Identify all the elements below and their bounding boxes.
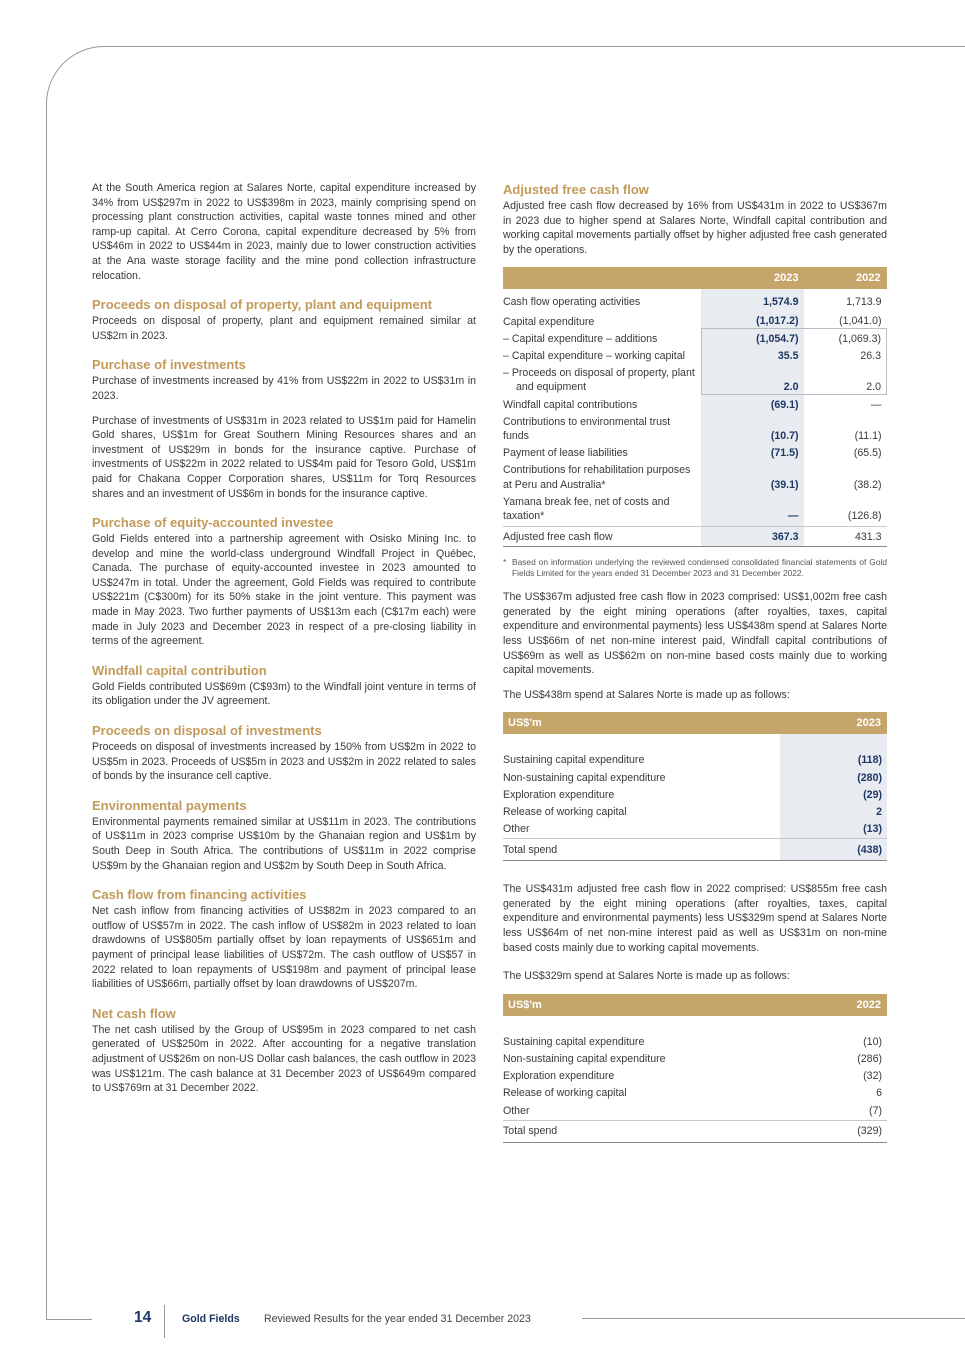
table-row: Exploration expenditure (32) [503,1070,882,1083]
section-paragraph: The US$438m spend at Salares Norte is made up as follows: [503,688,790,701]
page-number: 14 [134,1309,152,1326]
salares-norte-spend-2023-table [503,712,887,861]
page-footer [0,1304,965,1334]
footer-divider [164,1305,165,1338]
section-heading: Purchase of equity-accounted investee [92,515,334,531]
table-header-row [503,267,887,289]
table-row: – Proceeds on disposal of property, plant and equipment 2.0 2.0 [503,363,887,394]
table-header-row [503,994,887,1016]
table-row: Sustaining capital expenditure (118) [503,752,887,769]
table-row: Payment of lease liabilities (71.5) (65.5) [503,443,887,460]
section-paragraph: Adjusted free cash flow decreased by 16% from US$431m in 2022 to US$367m in 2023 due to higher spend at Salares Norte, Windfall capital contribution and working capital movements partially offset by higher adjusted free cash generated by the operations. [503,200,887,256]
column-header: 2022 [804,267,887,289]
section-paragraph: Net cash inflow from financing activities of US$82m in 2023 compared to an outflow of US$57m in 2022. The cash inflow of US$82m in 2023 related to loan drawdowns of US$805m partially offset by loan repayments of US$651m and payment of principal lease liabilities of US$72m. The cash outflow of US$57 in 2022 related to loan repayments of US$198m and payment of principal lease liabilities of US$66m, partially offset by loan drawdowns of US$207m. [92,905,476,991]
table-row: Contributions for rehabilitation purposes at Peru and Australia* (39.1) (38.2) [503,460,887,491]
section-paragraph: The US$367m adjusted free cash flow in 2023 comprised: US$1,002m free cash generated by the eight mining operations (after royalties, taxes, capital expenditure and environmental payments) less US$438m spend at Salares Norte less US$66m of net non-mine interest paid, Windfall capital contributions of US$69m as well as US$62m on non-mine based costs mainly due to working capital movements. [503,591,887,677]
table-row: Release of working capital 2 [503,804,887,821]
section-heading: Adjusted free cash flow [503,182,649,197]
table-row: Windfall capital contributions (69.1) — [503,395,887,412]
section-paragraph: Purchase of investments increased by 41% from US$22m in 2022 to US$31m in 2023. [92,375,476,402]
table-row: Contributions to environmental trust funds (10.7) (11.1) [503,412,887,443]
table-row: Non-sustaining capital expenditure (280) [503,769,887,786]
section-paragraph: Proceeds on disposal of investments increased by 150% from US$2m in 2022 to US$5m in 2023. Proceeds of US$5m in 2023 and US$2m in 2022 related to sales of bonds by the insurance cell captive. [92,741,476,783]
section-heading: Net cash flow [92,1005,176,1021]
table-total-row: Total spend (329) [503,1120,887,1142]
column-header: 2023 [780,712,887,734]
table-row: Release of working capital 6 [503,1087,882,1100]
intro-paragraph: At the South America region at Salares Norte, capital expenditure increased by 34% from US$297m in 2022 to US$398m in 2023, mainly comprising spend on processing plant construction activities, capital waste tonnes mined and other ramp-up capital. At Cerro Corona, capital expenditure decreased by 5% from US$46m in 2022 to US$44m in 2023, mainly due to lower construction activities at the Ana waste storage facility and the mine pond collection infrastructure relocation. [92,182,476,282]
section-heading: Windfall capital contribution [92,662,267,678]
section-paragraph: Gold Fields entered into a partnership agreement with Osisko Mining Inc. to develop and mine the world-class underground Windfall Project in Québec, Canada. The purchase of equity-accounted investee in 2023 amounted to US$247m in total. Under the agreement, Gold Fields was required to contribute US$221m (C$300m) for its 50% stake in the joint venture. This payment was made in May 2023. Two further payments of US$13m each (C$17m each) were made in July 2023 and December 2023 in respect of a pre-closing liability in terms of the agreement. [92,533,476,648]
column-header: US$'m [503,994,780,1016]
column-header: 2022 [780,994,887,1016]
table-row: Sustaining capital expenditure (10) [503,1035,882,1048]
footer-title: Reviewed Results for the year ended 31 December 2023 [264,1313,531,1325]
section-heading: Purchase of investments [92,357,246,373]
column-header: 2023 [701,267,804,289]
table-total-row: Adjusted free cash flow 367.3 431.3 [503,527,887,547]
section-paragraph: Purchase of investments of US$31m in 2023 related to US$1m paid for Hamelin Gold shares, US$1m for Great Southern Mining Resources shares and an investment of US$29m in bonds for the insurance captive. Purchase of investments of US$22m in 2022 related to US$4m paid for Tesoro Gold, US$1m paid for Chakana Copper Corporation shares, US$11m for Torq Resources shares and an investment of US$6m in bonds for the insurance captive. [92,414,476,500]
section-paragraph: The US$431m adjusted free cash flow in 2022 comprised: US$855m free cash generated by the eight mining operations (after royalties, taxes, capital expenditure and environmental payments) less US$329m spend at Salares Norte less US$64m of net non-mine interest paid as well as US$31m on non-mine based costs mainly due to working capital movements. [503,883,887,954]
section-heading: Proceeds on disposal of property, plant and equipment [92,297,432,313]
section-paragraph: The net cash utilised by the Group of US$95m in 2023 compared to net cash generated of US$250m in 2022. After accounting for a negative translation adjustment of US$26m on non-US Dollar cash balances, the cash outflow in 2023 was US$121m. The cash balance at 31 December 2023 of US$649m compared to US$769m at 31 December 2022. [92,1023,476,1095]
section-paragraph: Environmental payments remained similar at US$11m in 2023. The contributions of US$11m in 2023 comprise US$10m by the Ghanaian region and US$1m by South Deep in South Africa. The contributions of US$11m in 2022 comprise US$9m by the Ghanaian region and US$2m by South Deep in South Africa. [92,815,476,872]
table-footnote: * Based on information underlying the reviewed condensed consolidated financial statements of Gold Fields Limited for the years ended 31 December 2023 and 31 December 2022. [503,557,887,579]
section-heading: Proceeds on disposal of investments [92,723,322,739]
table-row: Non-sustaining capital expenditure (286) [503,1052,882,1065]
left-column [92,181,476,1106]
section-paragraph: Proceeds on disposal of property, plant and equipment remained similar at US$2m in 2023. [92,315,476,342]
table-row: Capital expenditure (1,017.2) (1,041.0) [503,310,887,329]
page-frame-left-rule [46,100,47,1320]
table-header-row [503,712,887,734]
table-row: Other (13) [503,821,887,839]
adjusted-free-cash-flow-table [503,267,887,547]
section-paragraph: The US$329m spend at Salares Norte is made up as follows: [503,970,790,983]
section-heading: Cash flow from financing activities [92,887,307,903]
column-header: US$'m [503,712,780,734]
table-row: – Capital expenditure – working capital 35.5 26.3 [503,346,887,363]
table-row: Other (7) [503,1104,882,1117]
section-paragraph: Gold Fields contributed US$69m (C$93m) to the Windfall joint venture in terms of its obligation under the JV agreement. [92,680,476,708]
footer-brand: Gold Fields [182,1313,240,1325]
page-frame-curve [46,46,965,126]
salares-norte-spend-2022-table [503,994,887,1143]
section-heading: Environmental payments [92,797,247,813]
table-total-row: Total spend (438) [503,839,887,861]
table-row: Exploration expenditure (29) [503,786,887,803]
table-row: – Capital expenditure – additions (1,054.7) (1,069.3) [503,329,887,346]
table-row: Yamana break fee, net of costs and taxation* — (126.8) [503,492,887,527]
table-row: Cash flow operating activities 1,574.9 1,713.9 [503,296,882,309]
right-column [503,181,887,1143]
